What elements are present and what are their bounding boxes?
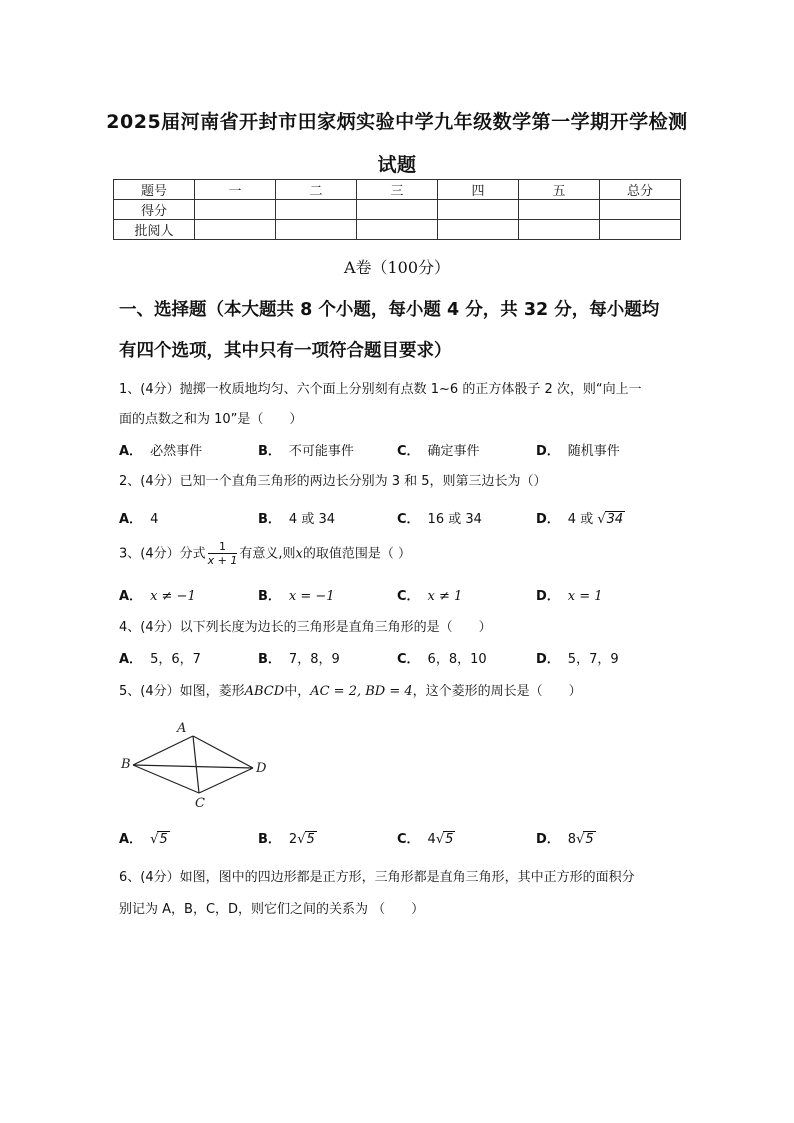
score-header-cell: 题号 — [114, 180, 195, 200]
sqrt-radical-icon: √ — [435, 832, 445, 847]
score-cell — [195, 200, 276, 220]
score-header-cell: 三 — [357, 180, 438, 200]
sqrt-radical-icon: √ — [576, 832, 585, 847]
score-row-label: 得分 — [114, 200, 195, 220]
score-table-row — [114, 200, 681, 220]
sqrt-radical-icon: √ — [597, 512, 606, 527]
q3-option-c: C． x ≠ 1 — [397, 589, 463, 604]
q4-option-c: C． 6，8，10 — [397, 652, 487, 667]
question-1-line2: 面的点数之和为 10”是（ ） — [119, 412, 303, 427]
q1-option-b: B． 不可能事件 — [258, 444, 354, 459]
score-cell — [357, 200, 438, 220]
score-header-cell: 五 — [519, 180, 600, 200]
q5-option-d: D． 8√5 — [536, 832, 594, 847]
score-cell — [438, 220, 519, 240]
score-cell — [519, 200, 600, 220]
question-1-line1: 1、(4分）抛掷一枚质地均匀、六个面上分别刻有点数 1~6 的正方体骰子 2 次，则“向上一 — [119, 382, 642, 397]
question-5-text: 5、(4分）如图，菱形ABCD中，AC = 2, BD = 4，这个菱形的周长是（ ） — [119, 684, 582, 699]
score-cell — [357, 220, 438, 240]
score-header-cell: 一 — [195, 180, 276, 200]
score-cell — [276, 220, 357, 240]
score-header-cell: 四 — [438, 180, 519, 200]
q2-option-a: A． 4 — [119, 512, 159, 527]
exam-title-line1: 2025届河南省开封市田家炳实验中学九年级数学第一学期开学检测 — [106, 111, 688, 133]
score-table-header-row — [114, 180, 681, 200]
q2-option-d: D． 4 或 √34 — [536, 512, 624, 527]
q4-option-a: A． 5，6，7 — [119, 652, 201, 667]
vertex-label-c: C — [195, 796, 205, 810]
q5-option-c: C． 4√5 — [397, 832, 454, 847]
q3-option-a: A． x ≠ −1 — [119, 589, 196, 604]
q4-option-b: B． 7，8，9 — [258, 652, 340, 667]
score-cell — [600, 200, 681, 220]
section-heading-line2: 有四个选项，其中只有一项符合题目要求） — [119, 341, 452, 361]
rhombus-side-ad — [193, 736, 253, 768]
score-header-cell: 二 — [276, 180, 357, 200]
rhombus-figure — [118, 718, 278, 810]
q4-option-d: D． 5，7，9 — [536, 652, 619, 667]
exam-title-line2: 试题 — [377, 154, 417, 176]
score-cell — [438, 200, 519, 220]
question-6-line2: 别记为 A，B，C，D，则它们之间的关系为 （ ） — [119, 902, 425, 917]
diagonal-ac — [193, 736, 199, 793]
question-6-line1: 6、(4分）如图，图中的四边形都是正方形，三角形都是直角三角形，其中正方形的面积分 — [119, 870, 635, 885]
q3-option-d: D． x = 1 — [536, 589, 603, 604]
score-header-cell: 总分 — [600, 180, 681, 200]
rhombus-side-cb — [133, 765, 199, 793]
q5-option-a: A． √5 — [119, 832, 168, 847]
sqrt-radical-icon: √ — [150, 832, 159, 847]
q1-option-a: A． 必然事件 — [119, 444, 203, 459]
vertex-label-d: D — [256, 761, 267, 776]
score-table-row — [114, 220, 681, 240]
vertex-label-a: A — [177, 721, 187, 736]
fraction: $\frac{1}{x + 1}$ — [207, 540, 238, 567]
score-table — [113, 179, 681, 240]
q1-option-c: C． 确定事件 — [397, 444, 480, 459]
question-2-text: 2、(4分）已知一个直角三角形的两边长分别为 3 和 5，则第三边长为（） — [119, 474, 547, 489]
sqrt-radical-icon: √ — [297, 832, 306, 847]
section-heading-line1: 一、选择题（本大题共 8 个小题，每小题 4 分，共 32 分，每小题均 — [119, 300, 660, 320]
q5-option-b: B． 2√5 — [258, 832, 315, 847]
score-cell — [519, 220, 600, 240]
rhombus-side-ab — [133, 736, 193, 765]
question-4-text: 4、(4分）以下列长度为边长的三角形是直角三角形的是（ ） — [119, 620, 492, 635]
q2-option-c: C． 16 或 34 — [397, 512, 482, 527]
volume-heading: A卷（100分） — [343, 258, 451, 277]
q3-option-b: B． x = −1 — [258, 589, 335, 604]
diagonal-bd — [133, 765, 253, 768]
q2-option-b: B． 4 或 34 — [258, 512, 335, 527]
score-cell — [600, 220, 681, 240]
rhombus-side-dc — [199, 768, 253, 793]
score-cell — [276, 200, 357, 220]
score-row-label: 批阅人 — [114, 220, 195, 240]
vertex-label-b: B — [121, 757, 131, 772]
question-3-text: 3、(4分）分式 $\frac{1}{x + 1}$ 有意义,则x的取值范围是（ ） — [119, 540, 411, 567]
q1-option-d: D． 随机事件 — [536, 444, 620, 459]
score-cell — [195, 220, 276, 240]
